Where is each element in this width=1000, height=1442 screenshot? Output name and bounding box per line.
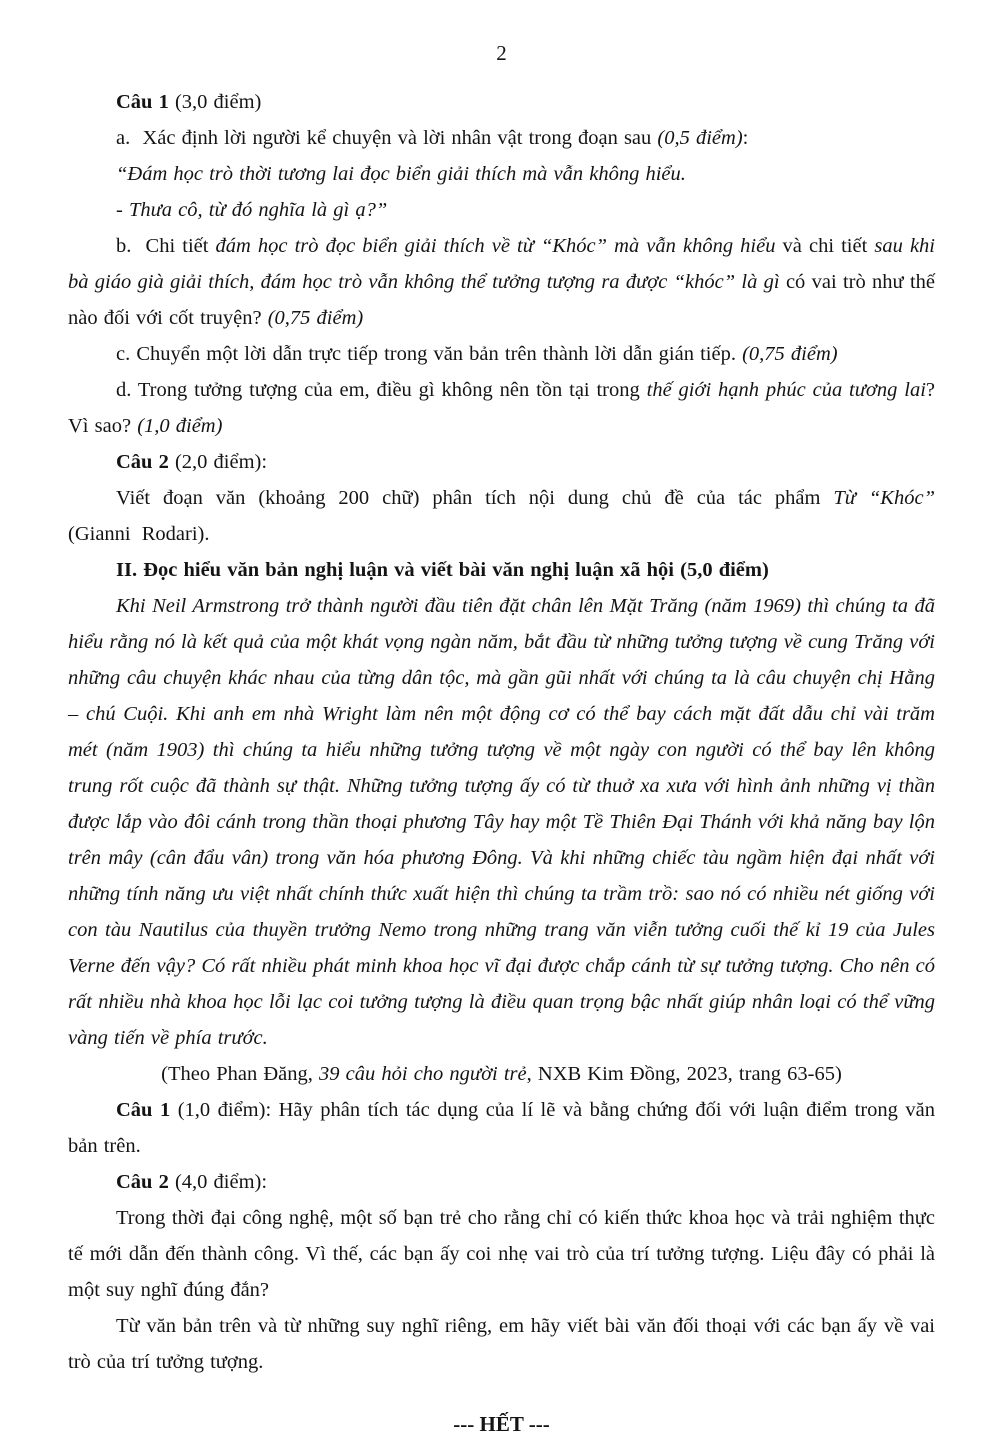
- text-run: 39 câu hỏi cho người trẻ: [319, 1063, 527, 1085]
- text-run: Trong thời đại công nghệ, một số bạn trẻ cho rằng chỉ có kiến thức khoa học và trải nghiệm thực tế mới dẫn đến thành công. Vì thế, các bạn ấy coi nhẹ vai trò của trí tưởng tượng. Liệu đây có phải là một suy nghĩ đúng đắn?: [68, 1207, 935, 1301]
- text-run: :: [742, 127, 749, 149]
- text-run: Từ “Khóc”: [833, 487, 935, 509]
- cau2-part1-body: [68, 480, 935, 552]
- cau2-part2-heading: [68, 1164, 935, 1200]
- cau1-part1-heading: [68, 84, 935, 120]
- item-c: [68, 336, 935, 372]
- item-b: [68, 228, 935, 336]
- text-run: c. Chuyển một lời dẫn trực tiếp trong văn bản trên thành lời dẫn gián tiếp.: [116, 343, 743, 365]
- text-run: Câu 2: [116, 451, 169, 473]
- cau1-part2: [68, 1092, 935, 1164]
- text-run: sau khi bà giáo già giải thích, đám học trò vẫn không thể tưởng tượng ra được “khóc” là gì: [68, 235, 935, 293]
- text-run: “Đám học trò thời tương lai đọc biển giải thích mà vẫn không hiểu.: [116, 163, 686, 185]
- text-run: có vai trò như thế nào đối với cốt truyện?: [68, 271, 935, 329]
- text-run: (Gianni Rodari).: [68, 523, 210, 545]
- text-run: đám học trò đọc biển giải thích về từ “Khóc” mà vẫn không hiểu: [215, 235, 776, 257]
- cau2-part2-body: [68, 1200, 935, 1308]
- text-run: a. Xác định lời người kể chuyện và lời nhân vật trong đoạn sau: [116, 127, 658, 149]
- quote-line-2: [68, 192, 935, 228]
- text-run: , NXB Kim Đồng, 2023, trang 63-65): [526, 1063, 842, 1085]
- citation: [68, 1056, 935, 1092]
- text-run: d. Trong tưởng tượng của em, điều gì không nên tồn tại trong: [116, 379, 647, 401]
- text-run: b. Chi tiết: [116, 235, 216, 257]
- text-run: ? Vì sao?: [68, 379, 935, 437]
- page-number: 2: [496, 41, 507, 65]
- text-run: Từ văn bản trên và từ những suy nghĩ riêng, em hãy viết bài văn đối thoại với các bạn ấy về vai trò của trí tưởng tượng.: [68, 1315, 935, 1373]
- text-run: (1,0 điểm): Hãy phân tích tác dụng của lí lẽ và bằng chứng đối với luận điểm trong văn bản trên.: [68, 1099, 935, 1157]
- text-run: (1,0 điểm): [137, 415, 223, 437]
- reading-passage: [68, 588, 935, 1056]
- text-run: (4,0 điểm):: [168, 1171, 268, 1193]
- text-run: (0,5 điểm): [657, 127, 743, 149]
- text-run: Viết đoạn văn (khoảng 200 chữ) phân tích nội dung chủ đề của tác phẩm: [116, 487, 834, 509]
- text-run: Câu 2: [116, 1171, 169, 1193]
- text-run: Câu 1: [116, 1099, 171, 1121]
- quote-line-1: [68, 156, 935, 192]
- text-run: Câu 1: [116, 91, 169, 113]
- end-marker: --- HẾT ---: [453, 1412, 550, 1436]
- cau2-part2-task: [68, 1308, 935, 1380]
- text-run: (0,75 điểm): [267, 307, 364, 329]
- section-2-heading: [68, 552, 935, 588]
- item-a: [68, 120, 935, 156]
- cau2-part1-heading: [68, 444, 935, 480]
- text-run: II. Đọc hiểu văn bản nghị luận và viết bài văn nghị luận xã hội (5,0 điểm): [116, 559, 769, 581]
- text-run: Khi Neil Armstrong trở thành người đầu tiên đặt chân lên Mặt Trăng (năm 1969) thì chúng ta đã hiểu rằng nó là kết quả của một khát vọng ngàn năm, bắt đầu từ những tưởng tượng về cung Trăng với những câu chuyện khác nhau của từng dân tộc, mà gần gũi nhất với chúng ta là câu chuyện chị Hằng – chú Cuội. Khi anh em nhà Wright làm nên một động cơ có thể bay cách mặt đất dẫu chỉ vài trăm mét (năm 1903) thì chúng ta hiểu những tưởng tượng về một ngày con người có thể bay lên không trung rốt cuộc đã thành sự thật. Những tưởng tượng ấy có từ thuở xa xưa với hình ảnh những vị thần được lắp vào đôi cánh trong thần thoại phương Tây hay một Tề Thiên Đại Thánh với khả năng bay lộn trên mây (cân đẩu vân) trong văn hóa phương Đông. Và khi những chiếc tàu ngầm hiện đại nhất với những tính năng ưu việt nhất chính thức xuất hiện thì chúng ta trầm trồ: sao nó có nhiều nét giống với con tàu Nautilus của thuyền trưởng Nemo trong những trang văn viễn tưởng cuối thế kỉ 19 của Jules Verne đến vậy? Có rất nhiều phát minh khoa học vĩ đại được chắp cánh từ sự tưởng tượng. Cho nên có rất nhiều nhà khoa học lỗi lạc coi tưởng tượng là điều quan trọng bậc nhất giúp nhân loại có thể vững vàng tiến về phía trước.: [68, 595, 935, 1049]
- text-run: (2,0 điểm):: [168, 451, 268, 473]
- text-run: và chi tiết: [775, 235, 875, 257]
- text-run: (0,75 điểm): [742, 343, 838, 365]
- document-body: [68, 84, 935, 1380]
- item-d: [68, 372, 935, 444]
- text-run: thế giới hạnh phúc của tương lai: [646, 379, 926, 401]
- text-run: - Thưa cô, từ đó nghĩa là gì ạ?”: [116, 199, 388, 221]
- text-run: (Theo Phan Đăng,: [161, 1063, 320, 1085]
- text-run: (3,0 điểm): [168, 91, 262, 113]
